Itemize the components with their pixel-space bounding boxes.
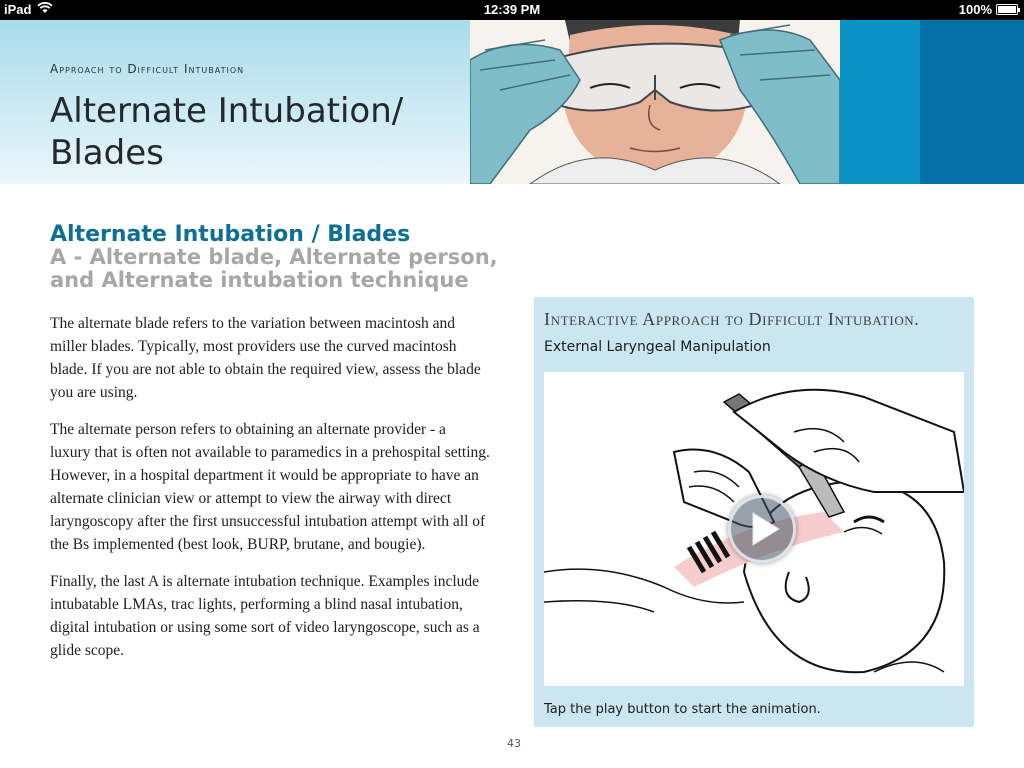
header-illustration [470, 20, 840, 184]
page-number: 43 [507, 737, 521, 750]
widget-title: Interactive Approach to Difficult Intubation. [544, 309, 920, 329]
play-icon [731, 498, 793, 560]
device-label: iPad [4, 2, 32, 17]
chapter-label: Approach to Difficult Intubation [50, 62, 245, 76]
clock: 12:39 PM [483, 2, 541, 17]
widget-caption: Tap the play button to start the animation. [544, 702, 821, 717]
header-accent-stripe [840, 20, 920, 184]
laryngoscopy-illustration[interactable] [544, 372, 964, 686]
battery-icon [996, 4, 1018, 15]
header-banner [0, 20, 470, 184]
status-bar [0, 0, 1024, 20]
body-text [50, 312, 490, 676]
paragraph-alternate-person: The alternate person refers to obtaining an alternate provider - a luxury that is often not available to paramedics in a prehospital setting. However, in a hospital department it would be appropriate to have an alternate clinician view or attempt to view the airway with direct laryngoscopy after the first unsuccessful intubation attempt with all of the Bs implemented (best look, BURP, brutane, and bougie). [50, 421, 490, 553]
header-accent-stripe-dark [920, 20, 1024, 184]
status-bar-right [959, 2, 1018, 17]
page-title: Alternate Intubation/ Blades [50, 91, 404, 173]
paragraph-alternate-blade: The alternate blade refers to the variation between macintosh and miller blades. Typically, most providers use the curved macintosh blade. If you are not able to obtain the required view, assess the blade you are using. [50, 315, 481, 401]
section-heading: Alternate Intubation / Blades [50, 222, 411, 247]
battery-percent: 100% [958, 2, 992, 17]
interactive-widget [534, 297, 974, 727]
play-button[interactable] [728, 495, 796, 563]
widget-subtitle: External Laryngeal Manipulation [544, 339, 771, 355]
section-subheading: A - Alternate blade, Alternate person, and Alternate intubation technique [50, 245, 498, 292]
paragraph-alternate-technique: Finally, the last A is alternate intubation technique. Examples include intubatable LMAs, trac lights, performing a blind nasal intubation, digital intubation or using some sort of video laryngoscope, such as a glide scope. [50, 573, 480, 659]
